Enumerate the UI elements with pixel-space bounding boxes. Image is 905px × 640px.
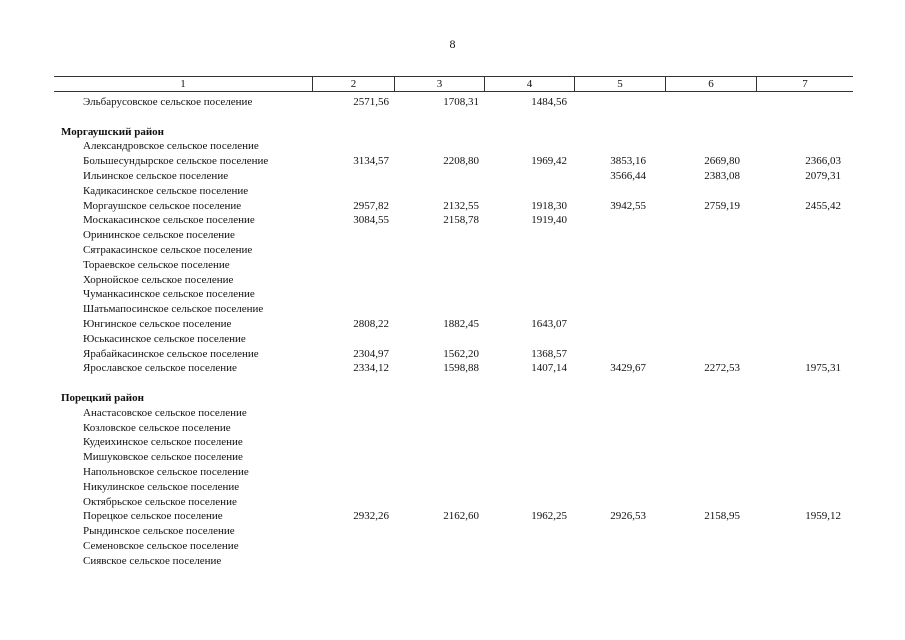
table-row <box>54 539 853 554</box>
value-cell-v7 <box>757 243 853 258</box>
value-cell-v4 <box>485 139 575 154</box>
value-cell-v4: 1643,07 <box>531 317 567 330</box>
settlement-name: Тораевское сельское поселение <box>83 258 230 271</box>
settlement-name: Большесундырское сельское поселение <box>83 155 269 168</box>
value-cell-v7 <box>757 139 853 154</box>
value-cell-v6 <box>666 554 757 569</box>
value-cell-v7 <box>757 465 853 480</box>
value-cell-v3: 1598,88 <box>443 362 479 375</box>
value-cell-v5 <box>575 480 666 495</box>
value-cell-v4 <box>485 465 575 480</box>
value-cell-v5 <box>575 95 666 110</box>
table-row <box>54 524 853 539</box>
value-cell-v2: 2808,22 <box>353 317 389 330</box>
value-cell-v4 <box>485 273 575 288</box>
value-cell-v7 <box>757 554 853 569</box>
settlement-name: Анастасовское сельское поселение <box>83 406 247 419</box>
value-cell-v5 <box>575 184 666 199</box>
value-cell-v3 <box>395 450 485 465</box>
value-cell-v5: 3429,67 <box>610 362 646 375</box>
value-cell-v7: 2455,42 <box>805 199 841 212</box>
section-spacer <box>54 376 853 391</box>
value-cell-v3 <box>395 287 485 302</box>
value-cell-v2 <box>313 139 395 154</box>
value-cell-v5: 3942,55 <box>610 199 646 212</box>
table-row <box>54 154 853 169</box>
value-cell-v2 <box>313 184 395 199</box>
settlement-name: Кадикасинское сельское поселение <box>83 184 249 197</box>
value-cell-v6 <box>666 302 757 317</box>
value-cell-v4 <box>485 554 575 569</box>
settlement-name: Рындинское сельское поселение <box>83 525 235 538</box>
value-cell-v7 <box>757 184 853 199</box>
value-cell-v4 <box>485 184 575 199</box>
value-cell-v3 <box>395 184 485 199</box>
table-row <box>54 465 853 480</box>
table-row <box>54 199 853 214</box>
value-cell-v6 <box>666 317 757 332</box>
value-cell-v6 <box>666 450 757 465</box>
value-cell-v7 <box>757 287 853 302</box>
value-cell-v2 <box>313 287 395 302</box>
value-cell-v5 <box>575 302 666 317</box>
value-cell-v7: 2079,31 <box>805 169 841 182</box>
value-cell-v4 <box>485 495 575 510</box>
table-row <box>54 184 853 199</box>
value-cell-v2 <box>313 302 395 317</box>
table-row <box>54 509 853 524</box>
value-cell-v5 <box>575 139 666 154</box>
value-cell-v5 <box>575 495 666 510</box>
value-cell-v6 <box>666 139 757 154</box>
value-cell-v2 <box>313 539 395 554</box>
value-cell-v3 <box>395 421 485 436</box>
settlement-name: Напольновское сельское поселение <box>83 465 249 478</box>
value-cell-v4 <box>485 243 575 258</box>
value-cell-v2: 2304,97 <box>353 347 389 360</box>
value-cell-v4: 1407,14 <box>531 362 567 375</box>
section-spacer <box>54 110 853 125</box>
value-cell-v5 <box>575 347 666 362</box>
settlement-name: Порецкое сельское поселение <box>83 510 223 523</box>
table-row <box>54 450 853 465</box>
value-cell-v6 <box>666 539 757 554</box>
value-cell-v2 <box>313 258 395 273</box>
value-cell-v7 <box>757 302 853 317</box>
value-cell-v3 <box>395 435 485 450</box>
settlement-name: Александровское сельское поселение <box>83 140 259 153</box>
value-cell-v4 <box>485 228 575 243</box>
table-body <box>54 95 853 569</box>
value-cell-v3: 1562,20 <box>443 347 479 360</box>
settlement-name: Сятракасинское сельское поселение <box>83 243 253 256</box>
value-cell-v4 <box>485 539 575 554</box>
value-cell-v2: 2932,26 <box>353 510 389 523</box>
table-row <box>54 421 853 436</box>
table-row <box>54 287 853 302</box>
value-cell-v3: 2158,78 <box>443 214 479 227</box>
column-header-1: 1 <box>54 77 313 91</box>
value-cell-v6: 2383,08 <box>704 169 740 182</box>
value-cell-v5 <box>575 450 666 465</box>
column-header-4: 4 <box>485 77 575 91</box>
value-cell-v7: 1959,12 <box>805 510 841 523</box>
value-cell-v2 <box>313 524 395 539</box>
value-cell-v6 <box>666 465 757 480</box>
value-cell-v7 <box>757 421 853 436</box>
page-number: 8 <box>449 37 456 51</box>
value-cell-v4 <box>485 450 575 465</box>
value-cell-v7 <box>757 480 853 495</box>
settlement-name: Семеновское сельское поселение <box>83 539 239 552</box>
column-header-5: 5 <box>575 77 666 91</box>
value-cell-v6 <box>666 258 757 273</box>
settlement-name: Кудеихинское сельское поселение <box>83 436 243 449</box>
value-cell-v3 <box>395 258 485 273</box>
value-cell-v5 <box>575 539 666 554</box>
value-cell-v6 <box>666 184 757 199</box>
value-cell-v6 <box>666 495 757 510</box>
value-cell-v2 <box>313 169 395 184</box>
value-cell-v4 <box>485 406 575 421</box>
value-cell-v3 <box>395 480 485 495</box>
value-cell-v7 <box>757 228 853 243</box>
settlement-name: Ярабайкасинское сельское поселение <box>83 347 259 360</box>
settlement-name: Мишуковское сельское поселение <box>83 451 243 464</box>
value-cell-v3 <box>395 524 485 539</box>
value-cell-v7 <box>757 495 853 510</box>
value-cell-v3 <box>395 495 485 510</box>
value-cell-v7 <box>757 347 853 362</box>
value-cell-v5 <box>575 554 666 569</box>
column-header-2: 2 <box>313 77 395 91</box>
value-cell-v7: 1975,31 <box>805 362 841 375</box>
value-cell-v2 <box>313 273 395 288</box>
value-cell-v5 <box>575 258 666 273</box>
value-cell-v4: 1919,40 <box>531 214 567 227</box>
value-cell-v5 <box>575 465 666 480</box>
table-row <box>54 435 853 450</box>
value-cell-v6 <box>666 243 757 258</box>
value-cell-v3: 2162,60 <box>443 510 479 523</box>
table-row <box>54 169 853 184</box>
value-cell-v3 <box>395 139 485 154</box>
value-cell-v6 <box>666 480 757 495</box>
value-cell-v6 <box>666 347 757 362</box>
value-cell-v6 <box>666 228 757 243</box>
value-cell-v7 <box>757 450 853 465</box>
value-cell-v5: 3853,16 <box>610 155 646 168</box>
value-cell-v7 <box>757 317 853 332</box>
table-row <box>54 361 853 376</box>
table-header <box>54 76 853 92</box>
settlement-name: Юськасинское сельское поселение <box>83 332 246 345</box>
value-cell-v7 <box>757 539 853 554</box>
value-cell-v5 <box>575 524 666 539</box>
table-row <box>54 258 853 273</box>
value-cell-v6: 2669,80 <box>704 155 740 168</box>
value-cell-v3: 2132,55 <box>443 199 479 212</box>
value-cell-v6: 2158,95 <box>704 510 740 523</box>
settlement-name: Сиявское сельское поселение <box>83 554 222 567</box>
settlement-name: Юнгинское сельское поселение <box>83 317 232 330</box>
value-cell-v3: 1882,45 <box>443 317 479 330</box>
value-cell-v3 <box>395 273 485 288</box>
value-cell-v3: 2208,80 <box>443 155 479 168</box>
value-cell-v5 <box>575 228 666 243</box>
value-cell-v7 <box>757 95 853 110</box>
value-cell-v2: 2957,82 <box>353 199 389 212</box>
value-cell-v4 <box>485 258 575 273</box>
value-cell-v5 <box>575 406 666 421</box>
value-cell-v4 <box>485 302 575 317</box>
value-cell-v5 <box>575 435 666 450</box>
value-cell-v6 <box>666 287 757 302</box>
value-cell-v5 <box>575 243 666 258</box>
column-header-6: 6 <box>666 77 757 91</box>
table-row <box>54 406 853 421</box>
table-row <box>54 139 853 154</box>
table-row <box>54 332 853 347</box>
settlement-name: Никулинское сельское поселение <box>83 480 240 493</box>
value-cell-v6: 2759,19 <box>704 199 740 212</box>
value-cell-v5 <box>575 317 666 332</box>
value-cell-v5: 2926,53 <box>610 510 646 523</box>
settlement-name: Шатьмапосинское сельское поселение <box>83 303 264 316</box>
value-cell-v6 <box>666 406 757 421</box>
value-cell-v4: 1962,25 <box>531 510 567 523</box>
settlement-name: Моргаушское сельское поселение <box>83 199 242 212</box>
value-cell-v2 <box>313 421 395 436</box>
column-header-7: 7 <box>802 78 808 90</box>
value-cell-v2 <box>313 495 395 510</box>
value-cell-v6 <box>666 95 757 110</box>
value-cell-v7 <box>757 258 853 273</box>
value-cell-v5 <box>575 332 666 347</box>
value-cell-v3 <box>395 465 485 480</box>
value-cell-v4 <box>485 169 575 184</box>
value-cell-v3 <box>395 554 485 569</box>
value-cell-v6 <box>666 524 757 539</box>
value-cell-v3 <box>395 169 485 184</box>
value-cell-v7 <box>757 273 853 288</box>
value-cell-v3 <box>395 332 485 347</box>
table-row <box>54 480 853 495</box>
value-cell-v2: 2571,56 <box>353 96 389 108</box>
settlement-name: Ярославское сельское поселение <box>83 362 237 375</box>
value-cell-v4 <box>485 524 575 539</box>
value-cell-v5: 3566,44 <box>610 169 646 182</box>
value-cell-v4 <box>485 421 575 436</box>
value-cell-v4 <box>485 480 575 495</box>
value-cell-v2 <box>313 406 395 421</box>
table-row <box>54 243 853 258</box>
value-cell-v2: 2334,12 <box>353 362 389 375</box>
value-cell-v3: 1708,31 <box>443 96 479 108</box>
value-cell-v6: 2272,53 <box>704 362 740 375</box>
value-cell-v2 <box>313 480 395 495</box>
district-title: Моргаушский район <box>61 125 165 138</box>
value-cell-v2: 3084,55 <box>353 214 389 227</box>
value-cell-v2 <box>313 332 395 347</box>
value-cell-v4 <box>485 287 575 302</box>
table-row <box>54 554 853 569</box>
value-cell-v3 <box>395 243 485 258</box>
value-cell-v4 <box>485 435 575 450</box>
value-cell-v5 <box>575 213 666 228</box>
table-row <box>54 302 853 317</box>
value-cell-v4 <box>485 332 575 347</box>
value-cell-v7 <box>757 332 853 347</box>
settlement-name: Орининское сельское поселение <box>83 229 235 242</box>
table-row <box>54 273 853 288</box>
value-cell-v4: 1484,56 <box>531 96 567 108</box>
value-cell-v6 <box>666 273 757 288</box>
settlement-name: Чуманкасинское сельское поселение <box>83 288 255 301</box>
value-cell-v3 <box>395 539 485 554</box>
value-cell-v2 <box>313 554 395 569</box>
settlement-name: Москакасинское сельское поселение <box>83 214 255 227</box>
value-cell-v2 <box>313 465 395 480</box>
value-cell-v6 <box>666 213 757 228</box>
value-cell-v2 <box>313 435 395 450</box>
value-cell-v2 <box>313 450 395 465</box>
table-row <box>54 95 853 110</box>
table-row <box>54 495 853 510</box>
value-cell-v4: 1918,30 <box>531 199 567 212</box>
value-cell-v2 <box>313 228 395 243</box>
value-cell-v3 <box>395 228 485 243</box>
table-row <box>54 347 853 362</box>
value-cell-v5 <box>575 421 666 436</box>
column-header-3: 3 <box>395 77 485 91</box>
table-row <box>54 317 853 332</box>
settlement-name: Ильинское сельское поселение <box>83 169 229 182</box>
value-cell-v7 <box>757 213 853 228</box>
value-cell-v6 <box>666 435 757 450</box>
settlement-name: Хорнойское сельское поселение <box>83 273 234 286</box>
value-cell-v7: 2366,03 <box>805 155 841 168</box>
value-cell-v7 <box>757 524 853 539</box>
value-cell-v6 <box>666 421 757 436</box>
table-row <box>54 228 853 243</box>
value-cell-v5 <box>575 273 666 288</box>
settlement-name: Октябрьское сельское поселение <box>83 495 237 508</box>
value-cell-v6 <box>666 332 757 347</box>
value-cell-v4: 1368,57 <box>531 347 567 360</box>
value-cell-v2 <box>313 243 395 258</box>
district-title: Порецкий район <box>61 391 144 404</box>
settlement-name: Козловское сельское поселение <box>83 421 231 434</box>
value-cell-v7 <box>757 435 853 450</box>
settlement-name: Эльбарусовское сельское поселение <box>83 96 253 108</box>
value-cell-v5 <box>575 287 666 302</box>
table-row <box>54 213 853 228</box>
data-table <box>54 76 853 569</box>
value-cell-v7 <box>757 406 853 421</box>
value-cell-v3 <box>395 406 485 421</box>
value-cell-v2: 3134,57 <box>353 155 389 168</box>
value-cell-v4: 1969,42 <box>531 155 567 168</box>
value-cell-v3 <box>395 302 485 317</box>
